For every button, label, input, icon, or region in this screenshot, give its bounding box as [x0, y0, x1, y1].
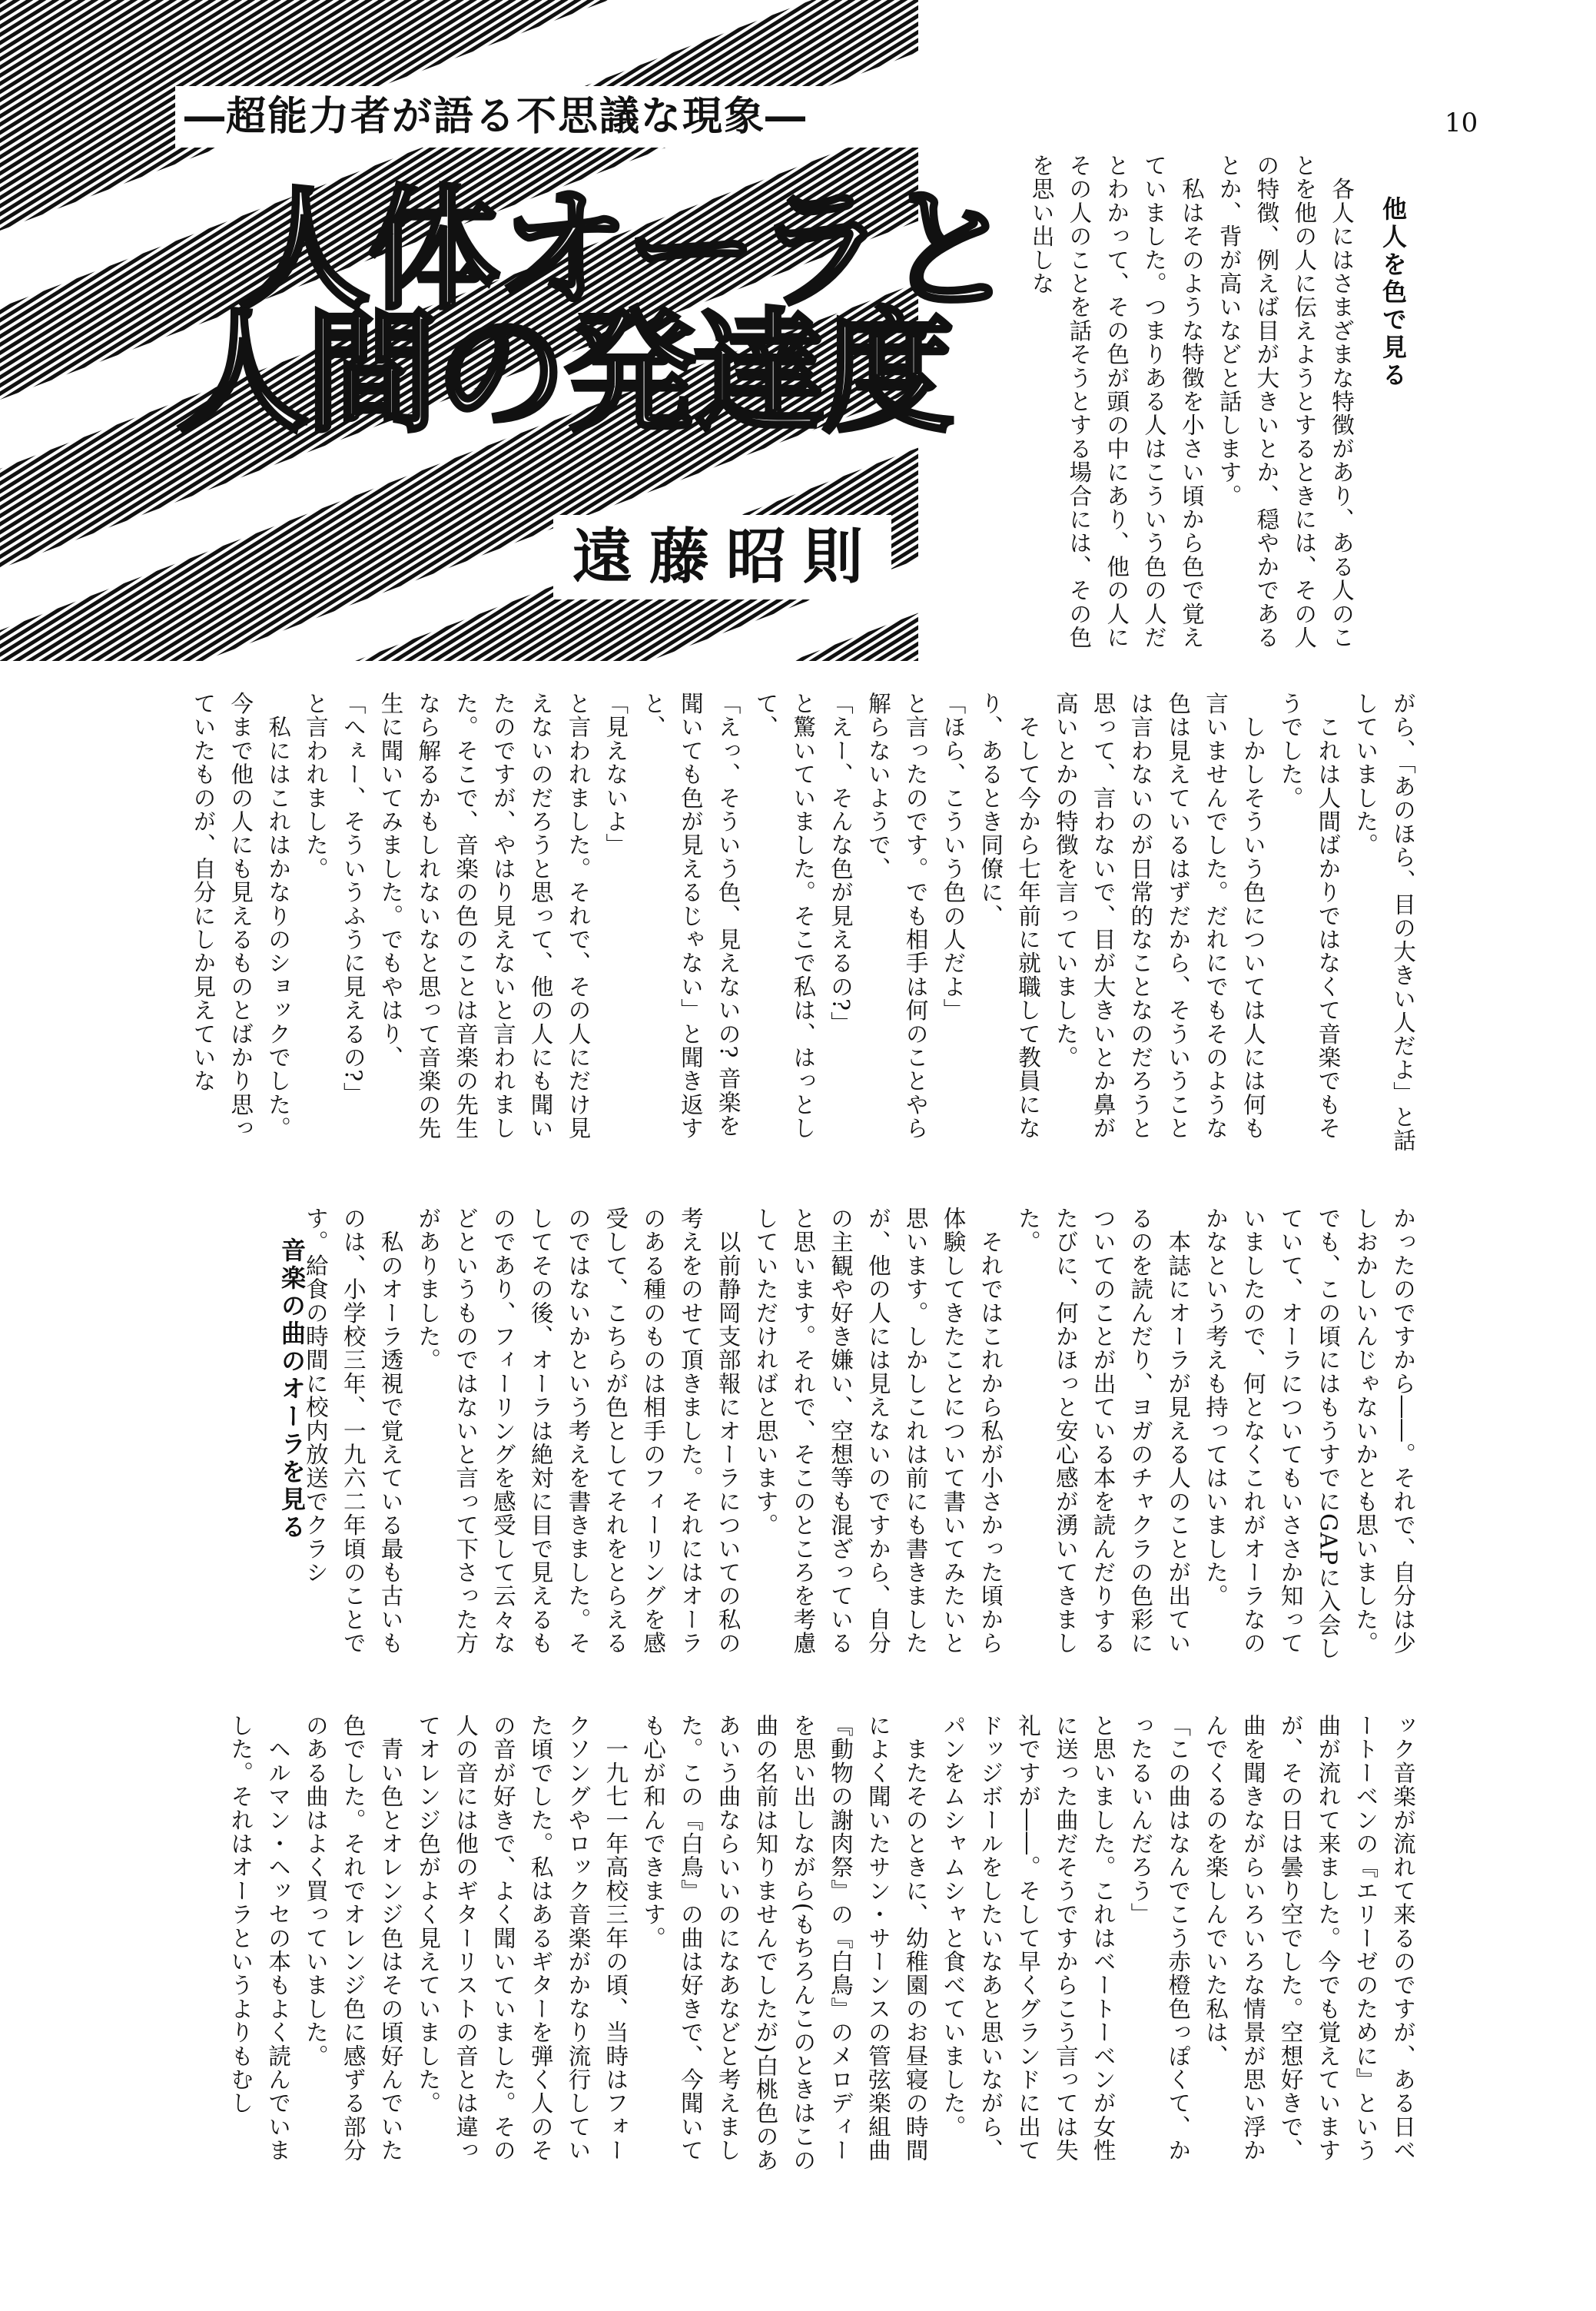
body-block-lower — [108, 1714, 1422, 2183]
body-block-upper — [108, 692, 1422, 1160]
article-title — [0, 0, 1013, 523]
paragraph: 各人にはさまざまな特徴があり、ある人のことを他の人に伝えようとするときには、その人の特徴、例えば目が大きいとか、穏やかであるとか、背が高いなどと話します。 — [1216, 154, 1355, 649]
quote: 「見えないよ」 — [602, 692, 629, 857]
paragraph: かったのですから――。それで、自分は少しおかしいんじゃないかとも思いました。でも、この頃にはもうすでにGAPに入会していて、オーラについてもいささか知っていましたので、何となくこれがオーラなのかなという考えも持ってはいました。 — [1203, 1207, 1416, 1661]
paragraph: しかしそういう色については人には何も言いませんでした。だれにでもそのような色は見えているはずだから、そういうことは言わないのが日常的なことなのだろうと思って、言わないで、目が大きいとか鼻が高いとかの特徴を言っていました。 — [1052, 692, 1266, 1141]
quote: 「えっ、そういう色、見えないの? 音楽を聞いても色が見えるじゃない」と聞き返すと、 — [640, 692, 742, 1141]
title-line-1: 人体オーラと — [238, 173, 1013, 327]
paragraph: 私のオーラ透視で覚えている最も古いものは、小学校三年、一九六二年頃のことです。給食の時間に校内放送でクラシ — [302, 1207, 404, 1655]
article-subtitle: ―超能力者が語る不思議な現象― — [184, 94, 808, 140]
title-line-2: 人間の発達度 — [177, 296, 951, 450]
paragraph: 一九七一年高校三年の頃、当時はフォークソングやロック音楽がかなり流行していた頃でした。私はあるギターを弾く人のその音が好きで、よく聞いていました。その人の音には他のギターリストの音とは違ってオレンジ色がよく見えていました。 — [415, 1714, 629, 2163]
paragraph: それではこれから私が小さかった頃から体験してきたことについて書いてみたいと思います。しかしこれは前にも書きましたが、他の人には見えないのですから、自分の主観や好き嫌い、空想等も混ざっていると思います。それで、そこのところを考慮していただければと思います。 — [752, 1207, 1004, 1655]
quote: 「ほら、こういう色の人だよ」 — [940, 692, 967, 1022]
page-number: 10 — [1445, 108, 1478, 138]
paragraph: と思いました。これはベートーベンが女性に送った曲だそうですからこう言っては失礼ですが――。そして早くグランドに出てドッジボールをしたいなあと思いながら、パンをムシャムシャと食べていました。 — [940, 1714, 1117, 2163]
body-column-top-right — [961, 154, 1360, 657]
paragraph: と言ったのです。でも相手は何のことやら解らないようで、 — [864, 692, 929, 1141]
paragraph: と言われました。 — [302, 692, 329, 881]
paragraph: そして今から七年前に就職して教員になり、あるとき同僚に、 — [977, 692, 1042, 1141]
paragraph: 以前静岡支部報にオーラについての私の考えをのせて頂きました。それにはオーラのある種のものは相手のフィーリングを感受して、こちらが色としてそれをとらえるのではないかという考えを書きました。そしてその後、オーラは絶対に目で見えるものであり、フィーリングを感受して云々などというものではないと言って下さった方がありました。 — [415, 1207, 742, 1655]
paragraph: がら、「あのほら、目の大きい人だよ」と話していました。 — [1352, 692, 1416, 1153]
paragraph: 私にはこれはかなりのショックでした。今まで他の人にも見えるものとばかり思っていたものが、自分にしか見えていな — [190, 692, 292, 1141]
paragraph: と言われました。それで、その人にだけ見えないのだろうと思って、他の人にも聞いたのですが、やはり見えないと言われました。そこで、音楽の色のことは音楽の先生なら解るかもしれないなと思って音楽の先生に聞いてみました。でもやはり、 — [377, 692, 592, 1141]
paragraph: 私はそのような特徴を小さい頃から色で覚えていました。つまりある人はこういう色の人だとわかって、その色が頭の中にあり、他の人にその人のことを話そうとする場合には、その色を思い出しな — [1028, 154, 1205, 649]
paragraph: 本誌にオーラが見える人のことが出ているのを読んだり、ヨガのチャクラの色彩についてのことが出ている本を読んだりするたびに、何かほっと安心感が湧いてきました。 — [1015, 1207, 1192, 1655]
paragraph: 青い色とオレンジ色はその頃好んでいた色でした。それでオレンジ色に感ずる部分のある曲はよく買っていました。 — [302, 1714, 404, 2163]
author-name: 遠藤昭則 — [572, 523, 880, 592]
paragraph: またそのときに、幼稚園のお昼寝の時間によく聞いたサン・サーンスの管弦楽組曲『動物の謝肉祭』の『白鳥』のメロディーを思い出しながら(もちろんこのときはこの曲の名前は知りませんでしたが)白桃色のああいう曲ならいいのになあなどと考えました。この『白鳥』の曲は好きで、今聞いても心が和んできます。 — [640, 1714, 929, 2173]
quote: 「えー、そんな色が見えるの?」 — [828, 692, 854, 1035]
quote: 「へぇー、そういうふうに見えるの?」 — [340, 692, 367, 1106]
quote: 「この曲はなんでこう赤橙色っぽくて、かったるいんだろう」 — [1127, 1714, 1192, 2163]
paragraph: ヘルマン・ヘッセの本もよく読んでいました。それはオーラというよりもむし — [227, 1714, 292, 2163]
section-heading-color-of-others: 他人を色で見る — [1379, 196, 1408, 390]
paragraph: これは人間ばかりではなくて音楽でもそうでした。 — [1277, 692, 1342, 1141]
body-block-middle — [108, 1207, 1422, 1675]
paragraph: ック音楽が流れて来るのですが、ある日ベートーベンの『エリーゼのために』という曲が流れて来ました。今でも覚えていますが、その日は曇り空でした。空想好きで、曲を聞きながらいろいろな情景が思い浮かんでくるのを楽しんでいた私は、 — [1203, 1714, 1416, 2163]
paragraph: と驚いていました。そこで私は、はっとして、 — [752, 692, 817, 1141]
section-heading-music-aura: 音楽の曲のオーラを見る — [277, 1237, 307, 1542]
